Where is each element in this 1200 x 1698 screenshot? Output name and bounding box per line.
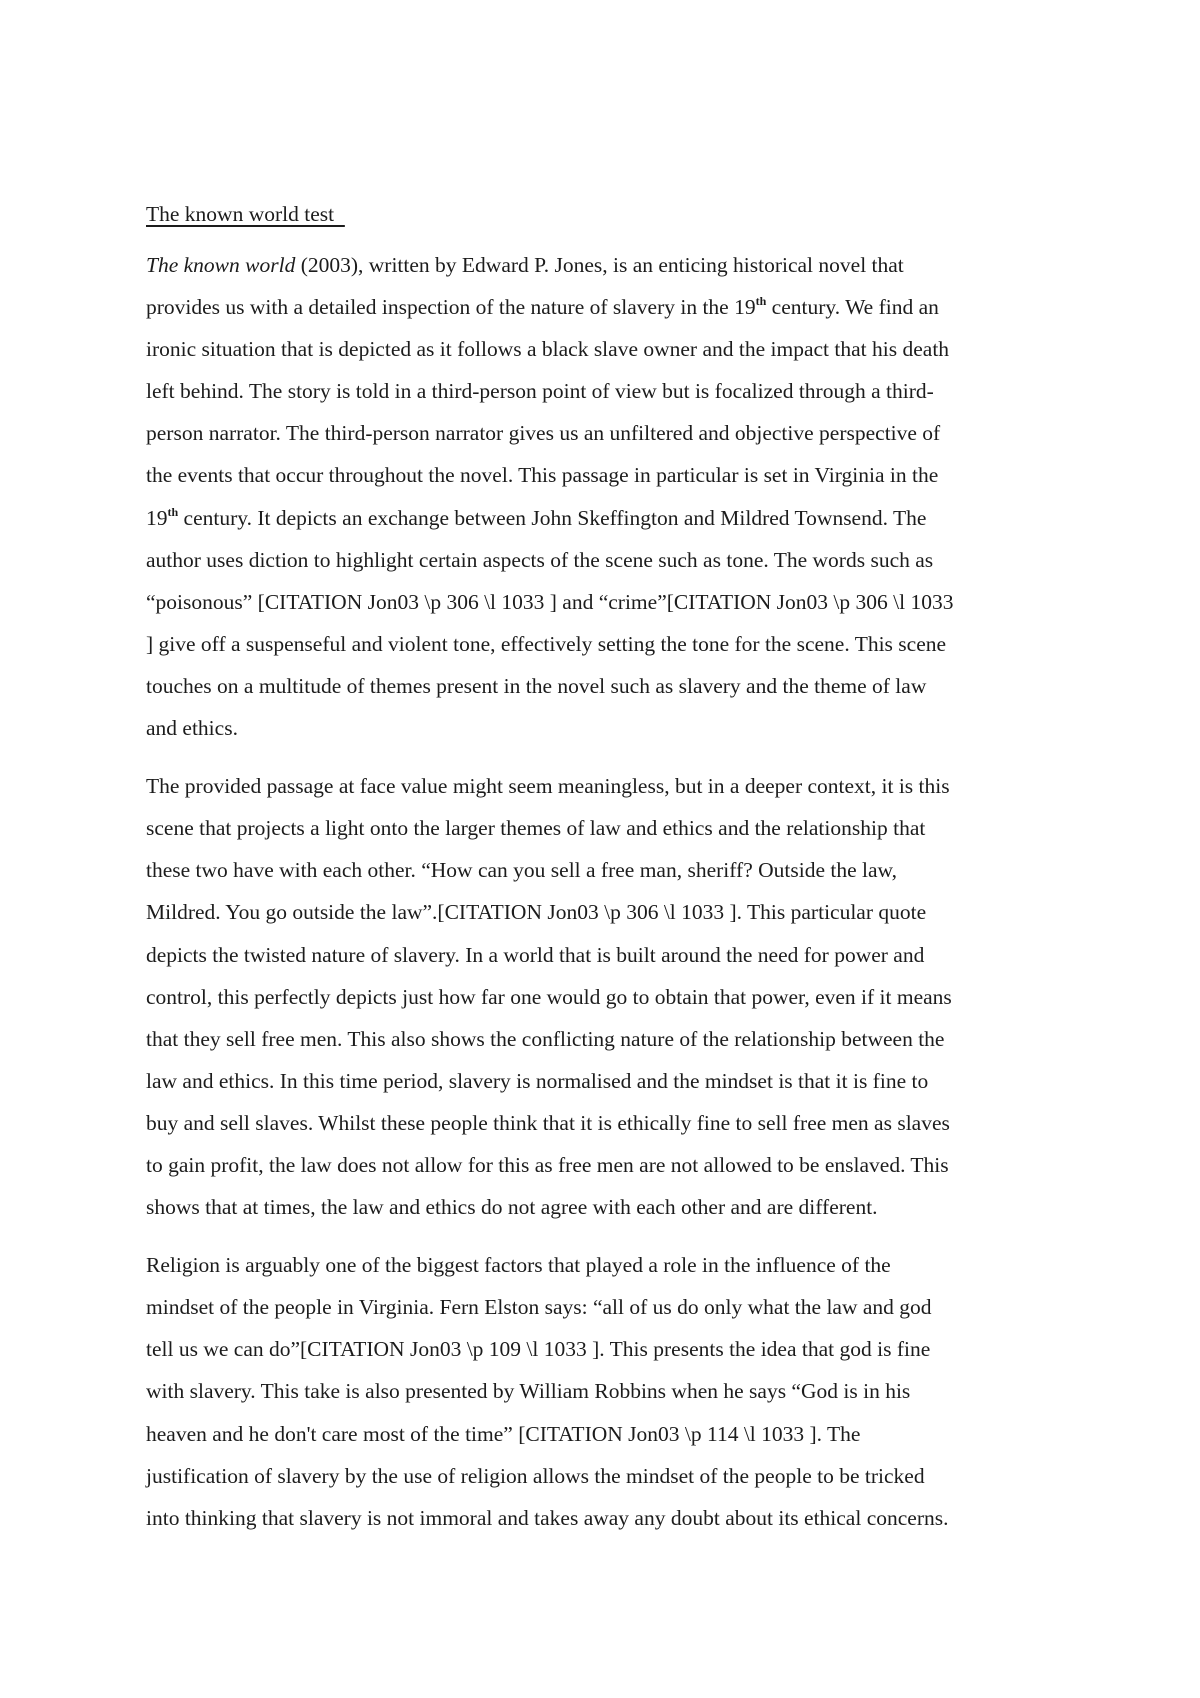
paragraph-line: left behind. The story is told in a third-person point of view but is focalized through a third- <box>146 379 934 404</box>
document-title: The known world test <box>146 202 345 226</box>
paragraph-line: buy and sell slaves. Whilst these people think that it is ethically fine to sell free men as slaves <box>146 1110 950 1135</box>
paragraph-line: heaven and he don't care most of the time” [CITATION Jon03 \p 114 \l 1033 ]. The <box>146 1421 861 1446</box>
document-page <box>146 200 1071 1555</box>
paragraph-line: control, this perfectly depicts just how far one would go to obtain that power, even if it means <box>146 984 952 1009</box>
paragraph-line: to gain profit, the law does not allow for this as free men are not allowed to be enslaved. This <box>146 1152 949 1177</box>
paragraph-line: that they sell free men. This also shows the conflicting nature of the relationship between the <box>146 1026 945 1051</box>
paragraph-line: the events that occur throughout the novel. This passage in particular is set in Virginia in the <box>146 463 939 488</box>
paragraph-line: with slavery. This take is also presented by William Robbins when he says “God is in his <box>146 1379 911 1404</box>
paragraph-2 <box>146 765 1071 1228</box>
paragraph-line: 19th century. It depicts an exchange between John Skeffington and Mildred Townsend. The <box>146 504 927 530</box>
paragraph-line: ] give off a suspenseful and violent tone, effectively setting the tone for the scene. This scene <box>146 631 947 656</box>
paragraph-line: ironic situation that is depicted as it follows a black slave owner and the impact that his death <box>146 337 950 362</box>
paragraph-line: touches on a multitude of themes present in the novel such as slavery and the theme of law <box>146 673 927 698</box>
paragraph-line: Mildred. You go outside the law”.[CITATION Jon03 \p 306 \l 1033 ]. This particular quote <box>146 900 927 925</box>
paragraph-line: provides us with a detailed inspection of the nature of slavery in the 19th century. We find an <box>146 294 939 320</box>
paragraph-line: “poisonous” [CITATION Jon03 \p 306 \l 1033 ] and “crime”[CITATION Jon03 \p 306 \l 1033 <box>146 589 954 614</box>
paragraph-line: scene that projects a light onto the larger themes of law and ethics and the relationship that <box>146 816 926 841</box>
book-title-italic: The known world <box>146 253 296 277</box>
paragraph-line: law and ethics. In this time period, slavery is normalised and the mindset is that it is fine to <box>146 1068 929 1093</box>
superscript: th <box>167 504 179 519</box>
paragraph-1 <box>146 244 1071 749</box>
paragraph-3 <box>146 1244 1071 1539</box>
paragraph-line: The provided passage at face value might seem meaningless, but in a deeper context, it is this <box>146 774 950 799</box>
paragraph-line: into thinking that slavery is not immoral and takes away any doubt about its ethical concerns. <box>146 1505 949 1530</box>
paragraph-line: mindset of the people in Virginia. Fern Elston says: “all of us do only what the law and god <box>146 1295 932 1320</box>
paragraph-line: The known world (2003), written by Edward P. Jones, is an enticing historical novel that <box>146 253 904 277</box>
paragraph-line: these two have with each other. “How can you sell a free man, sheriff? Outside the law, <box>146 858 898 883</box>
paragraph-line: depicts the twisted nature of slavery. In a world that is built around the need for power and <box>146 942 925 967</box>
paragraph-line: and ethics. <box>146 716 238 741</box>
paragraph-line: justification of slavery by the use of religion allows the mindset of the people to be tricked <box>146 1463 925 1488</box>
paragraph-line: person narrator. The third-person narrator gives us an unfiltered and objective perspective of <box>146 421 941 446</box>
paragraph-line: shows that at times, the law and ethics do not agree with each other and are different. <box>146 1195 878 1220</box>
paragraph-line: tell us we can do”[CITATION Jon03 \p 109 \l 1033 ]. This presents the idea that god is fine <box>146 1337 931 1362</box>
superscript: th <box>755 294 767 309</box>
paragraph-line: author uses diction to highlight certain aspects of the scene such as tone. The words such as <box>146 547 934 572</box>
paragraph-line: Religion is arguably one of the biggest factors that played a role in the influence of the <box>146 1253 891 1278</box>
